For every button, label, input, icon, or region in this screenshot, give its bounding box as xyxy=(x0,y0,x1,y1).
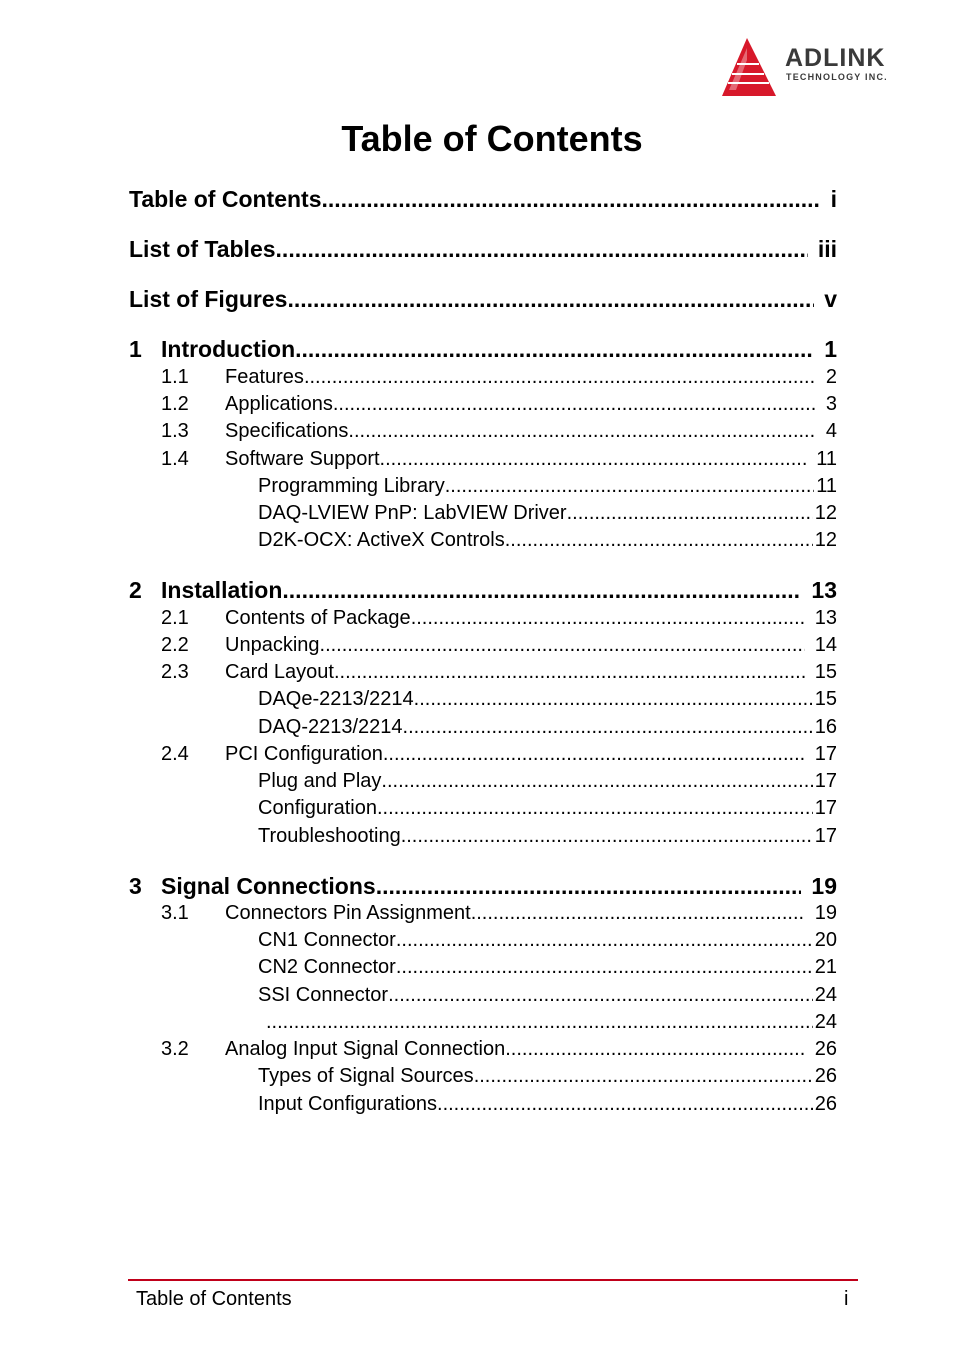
toc-subsection-entry[interactable] xyxy=(258,1011,837,1037)
toc-page-number: 1 xyxy=(824,336,837,362)
toc-entry-label: Specifications xyxy=(225,420,349,442)
toc-entry-label: Table of Contents xyxy=(129,186,322,212)
toc-section-entry[interactable] xyxy=(161,420,837,446)
toc-subsection-entry[interactable] xyxy=(258,502,837,528)
toc-leader-dots xyxy=(282,577,801,603)
toc-page-number: 4 xyxy=(825,420,837,442)
toc-leader-dots xyxy=(381,770,812,793)
toc-leader-dots xyxy=(266,1011,813,1034)
toc-page-number: 3 xyxy=(825,393,837,415)
toc-leader-dots xyxy=(383,743,805,766)
toc-subsection-entry[interactable] xyxy=(258,929,837,955)
toc-subsection-entry[interactable] xyxy=(258,825,837,851)
toc-page-number: 26 xyxy=(814,1038,837,1060)
toc-leader-dots xyxy=(396,929,813,952)
page-title: Table of Contents xyxy=(341,118,643,159)
toc-page-number: v xyxy=(824,286,837,312)
toc-leader-dots xyxy=(304,366,816,389)
toc-chapter-entry[interactable] xyxy=(129,577,837,603)
toc-entry-label: Analog Input Signal Connection xyxy=(225,1038,506,1060)
toc-leader-dots xyxy=(322,186,821,212)
toc-page-number: 19 xyxy=(814,902,837,924)
toc-page-number: 26 xyxy=(814,1065,837,1087)
toc-entry-label: Features xyxy=(225,366,304,388)
footer-divider xyxy=(128,1279,858,1281)
toc-entry-label: Contents of Package xyxy=(225,607,411,629)
toc-entry-number: 3.1 xyxy=(161,902,189,924)
toc-entry-label: DAQ-2213/2214 xyxy=(258,716,403,738)
toc-section-entry[interactable] xyxy=(161,1038,837,1064)
toc-entry-label: Card Layout xyxy=(225,661,334,683)
toc-entry-number: 1.4 xyxy=(161,448,189,470)
toc-entry-label: Unpacking xyxy=(225,634,320,656)
toc-subsection-entry[interactable] xyxy=(258,770,837,796)
toc-page-number: 15 xyxy=(814,688,837,710)
toc-page-number: 17 xyxy=(814,770,837,792)
toc-entry-label: CN2 Connector xyxy=(258,956,396,978)
toc-leader-dots xyxy=(320,634,805,657)
logo-tagline: TECHNOLOGY INC. xyxy=(786,72,888,82)
toc-section-entry[interactable] xyxy=(161,448,837,474)
toc-section-entry[interactable] xyxy=(161,393,837,419)
toc-leader-dots xyxy=(295,336,814,362)
toc-entry-label: List of Figures xyxy=(129,286,288,312)
toc-section-entry[interactable] xyxy=(161,634,837,660)
toc-page-number: 14 xyxy=(814,634,837,656)
toc-entry-label: Applications xyxy=(225,393,333,415)
toc-entry-label: CN1 Connector xyxy=(258,929,396,951)
toc-page-number: 13 xyxy=(814,607,837,629)
toc-chapter-entry[interactable] xyxy=(129,286,837,312)
toc-entry-label: Programming Library xyxy=(258,475,445,497)
toc-entry-label: Configuration xyxy=(258,797,377,819)
toc-page-number: 24 xyxy=(814,984,837,1006)
toc-subsection-entry[interactable] xyxy=(258,1093,837,1119)
toc-chapter-entry[interactable] xyxy=(129,236,837,262)
toc-leader-dots xyxy=(474,1065,813,1088)
toc-page-number: 20 xyxy=(814,929,837,951)
toc-page-number: 12 xyxy=(814,502,837,524)
toc-leader-dots xyxy=(388,984,813,1007)
toc-leader-dots xyxy=(348,420,815,443)
toc-leader-dots xyxy=(377,797,813,820)
toc-entry-number: 1 xyxy=(129,336,142,362)
toc-subsection-entry[interactable] xyxy=(258,956,837,982)
toc-entry-label: Troubleshooting xyxy=(258,825,401,847)
toc-leader-dots xyxy=(567,502,813,525)
toc-subsection-entry[interactable] xyxy=(258,475,837,501)
toc-entry-number: 2.4 xyxy=(161,743,189,765)
toc-entry-label: D2K-OCX: ActiveX Controls xyxy=(258,529,505,551)
toc-page-number: 17 xyxy=(814,797,837,819)
toc-subsection-entry[interactable] xyxy=(258,529,837,555)
toc-page-number: iii xyxy=(817,236,837,262)
toc-chapter-entry[interactable] xyxy=(129,336,837,362)
toc-section-entry[interactable] xyxy=(161,902,837,928)
toc-entry-label: DAQ-LVIEW PnP: LabVIEW Driver xyxy=(258,502,567,524)
toc-entry-label: SSI Connector xyxy=(258,984,389,1006)
toc-subsection-entry[interactable] xyxy=(258,716,837,742)
toc-entry-label: PCI Configuration xyxy=(225,743,383,765)
toc-entry-label: Plug and Play xyxy=(258,770,382,792)
toc-entry-number: 2 xyxy=(129,577,142,603)
toc-entry-label: Connectors Pin Assignment xyxy=(225,902,471,924)
toc-page-number: 19 xyxy=(811,873,837,899)
toc-page-number: 16 xyxy=(814,716,837,738)
toc-page-number: 26 xyxy=(814,1093,837,1115)
toc-chapter-entry[interactable] xyxy=(129,873,837,899)
toc-page-number: 12 xyxy=(814,529,837,551)
toc-leader-dots xyxy=(437,1093,813,1116)
toc-leader-dots xyxy=(414,688,813,711)
toc-section-entry[interactable] xyxy=(161,661,837,687)
toc-leader-dots xyxy=(445,475,815,498)
toc-entry-label: Signal Connections xyxy=(161,873,376,899)
toc-subsection-entry[interactable] xyxy=(258,984,837,1010)
toc-section-entry[interactable] xyxy=(161,607,837,633)
footer-page-number: i xyxy=(844,1288,849,1310)
toc-page-number: i xyxy=(830,186,837,212)
toc-leader-dots xyxy=(376,873,802,899)
toc-page-number: 24 xyxy=(814,1011,837,1033)
toc-entry-label: Types of Signal Sources xyxy=(258,1065,474,1087)
toc-entry-label: List of Tables xyxy=(129,236,276,262)
toc-leader-dots xyxy=(403,716,813,739)
toc-leader-dots xyxy=(276,236,808,262)
toc-leader-dots xyxy=(411,607,805,630)
toc-leader-dots xyxy=(333,393,816,416)
toc-page-number: 17 xyxy=(814,825,837,847)
logo-wordmark: ADLINK xyxy=(785,44,886,72)
toc-subsection-entry[interactable] xyxy=(258,797,837,823)
footer-section-title: Table of Contents xyxy=(136,1288,292,1310)
toc-page-number: 13 xyxy=(811,577,837,603)
toc-entry-number: 1.1 xyxy=(161,366,189,388)
toc-page-number: 17 xyxy=(814,743,837,765)
toc-entry-number: 1.3 xyxy=(161,420,189,442)
toc-entry-number: 2.2 xyxy=(161,634,189,656)
toc-entry-number: 2.3 xyxy=(161,661,189,683)
toc-subsection-entry[interactable] xyxy=(258,688,837,714)
toc-entry-label: Installation xyxy=(161,577,283,603)
toc-page-number: 11 xyxy=(816,475,837,497)
toc-entry-label: DAQe-2213/2214 xyxy=(258,688,414,710)
toc-page-number: 15 xyxy=(814,661,837,683)
toc-leader-dots xyxy=(380,448,807,471)
toc-page-number: 21 xyxy=(814,956,837,978)
toc-entry-number: 1.2 xyxy=(161,393,189,415)
toc-entry-label: Software Support xyxy=(225,448,380,470)
toc-leader-dots xyxy=(505,1038,805,1061)
toc-entry-number: 3 xyxy=(129,873,142,899)
toc-leader-dots xyxy=(334,661,805,684)
toc-leader-dots xyxy=(401,825,813,848)
toc-entry-number: 2.1 xyxy=(161,607,189,629)
toc-page-number: 2 xyxy=(825,366,837,388)
toc-entry-label: Input Configurations xyxy=(258,1093,438,1115)
toc-leader-dots xyxy=(396,956,813,979)
toc-leader-dots xyxy=(287,286,814,312)
toc-section-entry[interactable] xyxy=(161,743,837,769)
toc-page-number: 11 xyxy=(816,448,837,470)
toc-entry-label: Introduction xyxy=(161,336,296,362)
toc-section-entry[interactable] xyxy=(161,366,837,392)
toc-leader-dots xyxy=(471,902,805,925)
toc-entry-number: 3.2 xyxy=(161,1038,189,1060)
toc-leader-dots xyxy=(505,529,813,552)
toc-subsection-entry[interactable] xyxy=(258,1065,837,1091)
toc-chapter-entry[interactable] xyxy=(129,186,837,212)
